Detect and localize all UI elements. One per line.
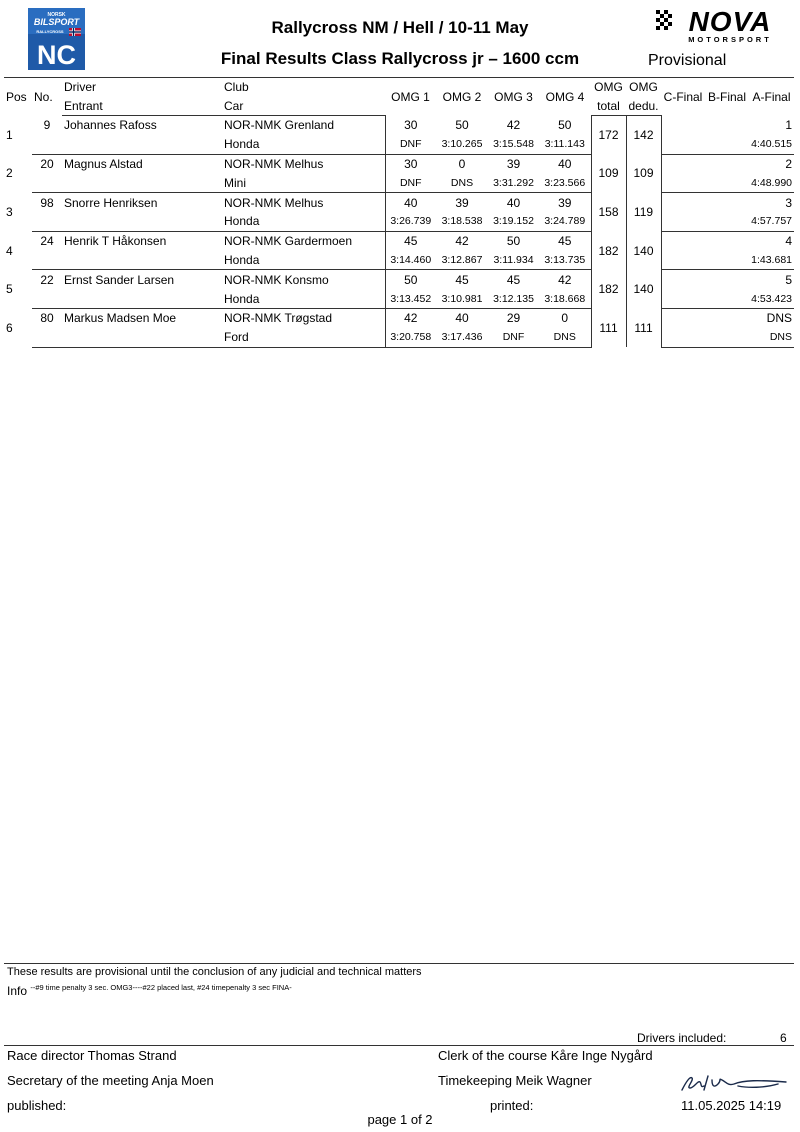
race-director: Race director Thomas Strand <box>7 1048 177 1063</box>
cell-omg1-points: 45 <box>385 231 436 250</box>
cell-entrant-name <box>62 289 222 308</box>
table-row <box>4 308 794 327</box>
table-row <box>4 193 794 212</box>
cell-omg4-points: 39 <box>558 195 572 210</box>
table-row <box>4 116 794 135</box>
cell-b-final <box>705 270 749 289</box>
cell-no: 80 <box>40 311 54 326</box>
cell-a-final-place: 5 <box>785 272 792 287</box>
cell-omg-dedu: 140 <box>626 231 661 270</box>
cell-omg-total: 182 <box>591 231 626 270</box>
page-number: page 1 of 2 <box>367 1112 433 1127</box>
cell-omg1-points: 50 <box>385 270 436 289</box>
cell-omg3-time: 3:11.934 <box>488 251 539 270</box>
cell-omg-total: 172 <box>591 116 626 155</box>
cell-omg1-points: 30 <box>385 154 436 173</box>
cell-a-final-time: DNS <box>749 328 794 347</box>
cell-omg-dedu: 119 <box>626 193 661 232</box>
cell-omg4-time: 3:23.566 <box>539 173 591 192</box>
cell-omg2-time: 3:10.265 <box>436 135 488 154</box>
cell-a-final-place: 3 <box>785 195 792 210</box>
cell-a-final-time: 4:53.423 <box>749 289 794 308</box>
cell-club: NOR-NMK Konsmo <box>224 272 329 287</box>
cell-b-final-time <box>705 212 749 231</box>
table-row-sub <box>4 212 794 231</box>
cell-omg2-time: 3:18.538 <box>436 212 488 231</box>
cell-omg4-points: 45 <box>558 234 572 249</box>
cell-a-final-time: 4:57.757 <box>749 212 794 231</box>
cell-no: 9 <box>43 118 51 133</box>
col-omg3: OMG 3 <box>488 78 539 116</box>
info-text: --#9 time penalty 3 sec. OMG3----#22 placed last, #24 timepenalty 3 sec FINA- <box>30 983 292 992</box>
cell-c-final-time <box>661 212 705 231</box>
cell-b-final <box>705 154 749 173</box>
col-omg-dedu: OMG <box>626 78 661 97</box>
col-omg4: OMG 4 <box>539 78 591 116</box>
cell-omg1-points: 42 <box>385 308 436 327</box>
cell-omg4-time: DNS <box>539 328 591 347</box>
cell-car: Honda <box>222 251 385 270</box>
results-table <box>4 77 794 348</box>
col-omg-total: OMG <box>591 78 626 97</box>
col-entrant: Entrant <box>62 97 222 116</box>
cell-omg2-time: 3:17.436 <box>436 328 488 347</box>
published-label: published: <box>7 1098 67 1113</box>
results-title: Final Results Class Rallycross jr – 1600 ccm <box>220 49 580 68</box>
secretary: Secretary of the meeting Anja Moen <box>7 1073 214 1088</box>
cell-omg4-time: 3:13.735 <box>539 251 591 270</box>
col-driver: Driver <box>62 78 222 97</box>
cell-omg3-points: 45 <box>506 272 521 287</box>
cell-pos: 6 <box>6 320 13 335</box>
col-omg-dedu-sub: dedu. <box>626 97 661 116</box>
cell-pos: 1 <box>6 127 13 142</box>
cell-omg3-time: 3:15.548 <box>488 135 539 154</box>
cell-c-final-time <box>661 251 705 270</box>
cell-driver: Magnus Alstad <box>64 156 143 171</box>
cell-omg1-time: 3:20.758 <box>385 328 436 347</box>
col-omg1: OMG 1 <box>385 78 436 116</box>
col-pos: Pos <box>4 78 32 116</box>
cell-c-final <box>661 308 705 327</box>
event-title: Rallycross NM / Hell / 10-11 May <box>271 18 529 37</box>
cell-car: Ford <box>222 328 385 347</box>
cell-omg3-time: 3:31.292 <box>488 173 539 192</box>
cell-b-final-time <box>705 328 749 347</box>
cell-omg-dedu: 111 <box>626 308 661 347</box>
cell-omg1-time: 3:26.739 <box>385 212 436 231</box>
cell-pos: 3 <box>6 204 13 219</box>
cell-b-final <box>705 308 749 327</box>
cell-omg-total: 111 <box>591 308 626 347</box>
cell-c-final <box>661 193 705 212</box>
clerk-of-course: Clerk of the course Kåre Inge Nygård <box>438 1048 653 1063</box>
nova-motorsport-logo <box>652 8 788 46</box>
header-row-top <box>4 78 794 97</box>
cell-c-final <box>661 270 705 289</box>
cell-omg2-time: DNS <box>436 173 488 192</box>
cell-omg2-points: 0 <box>458 156 466 171</box>
col-a-final: A-Final <box>749 78 794 116</box>
cell-b-final <box>705 193 749 212</box>
cell-omg1-points: 30 <box>385 116 436 135</box>
cell-entrant-name <box>62 135 222 154</box>
printed-label: printed: <box>490 1098 534 1113</box>
table-row <box>4 231 794 250</box>
cell-omg1-time: DNF <box>385 173 436 192</box>
cell-pos: 4 <box>6 243 13 258</box>
cell-no: 98 <box>40 195 54 210</box>
cell-club: NOR-NMK Melhus <box>224 195 324 210</box>
table-row <box>4 270 794 289</box>
cell-omg-dedu: 109 <box>626 154 661 193</box>
cell-omg4-time: 3:18.668 <box>539 289 591 308</box>
nova-logo-sub-text: MOTORSPORT <box>688 35 772 44</box>
nc-logo-letters: NC <box>37 40 76 70</box>
cell-b-final-time <box>705 251 749 270</box>
col-car: Car <box>222 97 385 116</box>
table-row-sub <box>4 173 794 192</box>
cell-entrant <box>32 328 62 347</box>
cell-driver: Snorre Henriksen <box>64 195 158 210</box>
cell-pos: 2 <box>6 166 13 181</box>
cell-omg2-time: 3:12.867 <box>436 251 488 270</box>
col-omg-total-sub: total <box>591 97 626 116</box>
cell-a-final-place: 1 <box>785 118 792 133</box>
cell-c-final <box>661 116 705 135</box>
cell-no: 24 <box>40 234 54 249</box>
cell-no: 20 <box>40 156 54 171</box>
cell-omg-total: 182 <box>591 270 626 309</box>
cell-a-final-place: 2 <box>785 156 792 171</box>
cell-omg3-time: 3:12.135 <box>488 289 539 308</box>
cell-entrant-name <box>62 328 222 347</box>
info-label: Info <box>7 984 28 998</box>
col-no: No. <box>32 78 62 116</box>
cell-entrant-name <box>62 251 222 270</box>
nc-logo-sub-text: RALLYCROSS <box>36 29 64 34</box>
cell-omg4-time: 3:24.789 <box>539 212 591 231</box>
cell-entrant <box>32 289 62 308</box>
cell-entrant-name <box>62 173 222 192</box>
cell-omg2-points: 42 <box>455 234 469 249</box>
cell-omg4-points: 40 <box>558 156 572 171</box>
drivers-included-label: Drivers included: <box>637 1031 727 1045</box>
cell-omg4-points: 50 <box>558 118 572 133</box>
cell-a-final-place: DNS <box>766 311 792 326</box>
cell-a-final-time: 1:43.681 <box>749 251 794 270</box>
cell-club: NOR-NMK Gardermoen <box>224 234 353 249</box>
cell-car: Mini <box>222 173 385 192</box>
cell-entrant <box>32 212 62 231</box>
cell-club: NOR-NMK Grenland <box>224 118 335 133</box>
nova-logo-main-text: NOVA <box>688 8 772 37</box>
cell-b-final-time <box>705 173 749 192</box>
info-note <box>7 983 292 998</box>
printed-value: 11.05.2025 14:19 <box>681 1098 782 1113</box>
cell-omg2-points: 45 <box>455 272 469 287</box>
cell-omg1-points: 40 <box>385 193 436 212</box>
cell-omg2-time: 3:10.981 <box>436 289 488 308</box>
cell-omg-dedu: 140 <box>626 270 661 309</box>
cell-a-final-time: 4:40.515 <box>749 135 794 154</box>
cell-a-final-time: 4:48.990 <box>749 173 794 192</box>
cell-entrant-name <box>62 212 222 231</box>
cell-omg3-time: DNF <box>488 328 539 347</box>
cell-c-final-time <box>661 173 705 192</box>
cell-omg1-time: 3:13.452 <box>385 289 436 308</box>
cell-c-final-time <box>661 328 705 347</box>
cell-omg3-points: 39 <box>506 156 521 171</box>
cell-b-final-time <box>705 135 749 154</box>
cell-omg3-points: 29 <box>506 311 521 326</box>
footer-top-rule <box>4 963 794 964</box>
cell-omg3-time: 3:19.152 <box>488 212 539 231</box>
drivers-included-value: 6 <box>780 1031 787 1045</box>
cell-b-final <box>705 231 749 250</box>
cell-c-final <box>661 231 705 250</box>
cell-driver: Henrik T Håkonsen <box>64 234 167 249</box>
cell-b-final-time <box>705 289 749 308</box>
timekeeping: Timekeeping Meik Wagner <box>438 1073 592 1088</box>
cell-omg3-points: 42 <box>506 118 521 133</box>
table-row-sub <box>4 289 794 308</box>
col-c-final: C-Final <box>661 78 705 116</box>
cell-c-final <box>661 154 705 173</box>
cell-a-final-place: 4 <box>785 234 792 249</box>
cell-b-final <box>705 116 749 135</box>
cell-no: 22 <box>40 272 54 287</box>
col-b-final: B-Final <box>705 78 749 116</box>
cell-omg-dedu: 142 <box>626 116 661 155</box>
cell-omg-total: 109 <box>591 154 626 193</box>
cell-omg4-time: 3:11.143 <box>539 135 591 154</box>
cell-c-final-time <box>661 289 705 308</box>
nc-logo-main-text: BILSPORT <box>33 17 80 27</box>
cell-driver: Ernst Sander Larsen <box>64 272 175 287</box>
norwegian-flag-icon <box>69 28 81 36</box>
cell-car: Honda <box>222 289 385 308</box>
cell-omg4-points: 42 <box>558 272 572 287</box>
disclaimer-text: These results are provisional until the conclusion of any judicial and technical matters <box>7 966 422 978</box>
table-row-sub <box>4 251 794 270</box>
cell-omg3-points: 40 <box>506 195 521 210</box>
table-row-sub <box>4 135 794 154</box>
cell-car: Honda <box>222 212 385 231</box>
table-row <box>4 154 794 173</box>
cell-omg1-time: 3:14.460 <box>385 251 436 270</box>
cell-omg2-points: 50 <box>455 118 469 133</box>
nc-logo-top-text: NORSK <box>47 12 66 18</box>
cell-club: NOR-NMK Melhus <box>224 156 324 171</box>
cell-driver: Johannes Rafoss <box>64 118 157 133</box>
col-club: Club <box>222 78 385 97</box>
cell-omg2-points: 39 <box>455 195 469 210</box>
cell-entrant <box>32 135 62 154</box>
status-label: Provisional <box>648 52 727 69</box>
cell-driver: Markus Madsen Moe <box>64 311 177 326</box>
cell-omg4-points: 0 <box>561 311 569 326</box>
cell-entrant <box>32 251 62 270</box>
cell-omg2-points: 40 <box>455 311 469 326</box>
checkered-flag-icon <box>656 10 672 30</box>
signature-rule <box>4 1045 794 1046</box>
cell-club: NOR-NMK Trøgstad <box>224 311 333 326</box>
col-omg2: OMG 2 <box>436 78 488 116</box>
cell-car: Honda <box>222 135 385 154</box>
cell-omg-total: 158 <box>591 193 626 232</box>
signature-image <box>678 1070 790 1094</box>
cell-omg1-time: DNF <box>385 135 436 154</box>
cell-omg3-points: 50 <box>506 234 521 249</box>
cell-pos: 5 <box>6 282 13 297</box>
cell-entrant <box>32 173 62 192</box>
table-row-sub <box>4 328 794 347</box>
cell-c-final-time <box>661 135 705 154</box>
nc-logo <box>28 8 85 70</box>
